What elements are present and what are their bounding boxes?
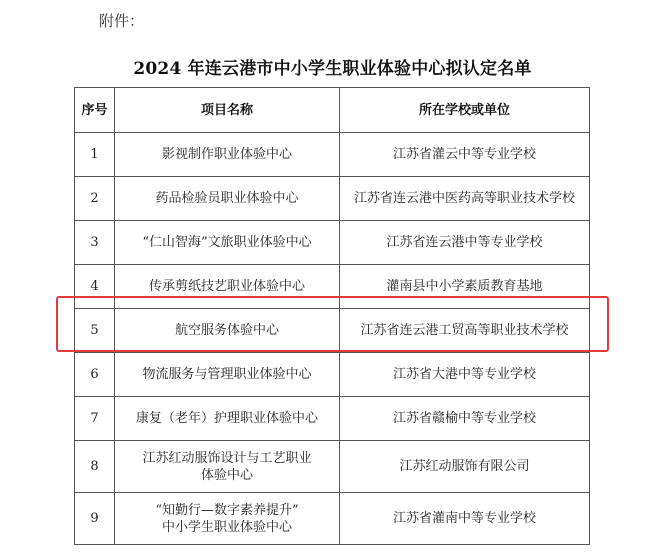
table-header-row — [75, 88, 590, 133]
cell-serial-no: 7 — [75, 397, 115, 441]
table-row — [75, 177, 590, 221]
cell-project-name: 影视制作职业体验中心 — [115, 133, 340, 177]
header-serial-no: 序号 — [75, 88, 115, 133]
cell-serial-no: 5 — [75, 309, 115, 353]
cell-serial-no: 2 — [75, 177, 115, 221]
table-row-highlighted — [75, 309, 590, 353]
cell-school-or-unit: 江苏省灌云中等专业学校 — [340, 133, 590, 177]
cell-project-name: 物流服务与管理职业体验中心 — [115, 353, 340, 397]
table-row — [75, 353, 590, 397]
table-row — [75, 397, 590, 441]
table-row — [75, 221, 590, 265]
cell-school-or-unit: 灌南县中小学素质教育基地 — [340, 265, 590, 309]
cell-serial-no: 3 — [75, 221, 115, 265]
attachment-label: 附件： — [99, 12, 145, 30]
table-row — [75, 133, 590, 177]
cell-school-or-unit: 江苏省大港中等专业学校 — [340, 353, 590, 397]
header-project-name: 项目名称 — [115, 88, 340, 133]
cell-serial-no: 4 — [75, 265, 115, 309]
cell-project-name-text: “知勤行—数字素养提升” 中小学生职业体验中心 — [155, 502, 299, 535]
cell-project-name — [115, 441, 340, 493]
cell-school-or-unit: 江苏红动服饰有限公司 — [340, 441, 590, 493]
cell-school-or-unit: 江苏省灌南中等专业学校 — [340, 493, 590, 545]
cell-project-name: 药品检验员职业体验中心 — [115, 177, 340, 221]
cell-project-name: 传承剪纸技艺职业体验中心 — [115, 265, 340, 309]
table-row — [75, 441, 590, 493]
cell-project-name: “仁山智海”文旅职业体验中心 — [115, 221, 340, 265]
cell-school-or-unit: 江苏省赣榆中等专业学校 — [340, 397, 590, 441]
cell-project-name — [115, 493, 340, 545]
cell-school-or-unit: 江苏省连云港中等专业学校 — [340, 221, 590, 265]
cell-school-or-unit: 江苏省连云港中医药高等职业技术学校 — [340, 177, 590, 221]
cell-project-name-text: 江苏红动服饰设计与工艺职业 体验中心 — [142, 450, 312, 483]
cell-school-or-unit: 江苏省连云港工贸高等职业技术学校 — [340, 309, 590, 353]
table-row — [75, 265, 590, 309]
document-title: 2024 年连云港市中小学生职业体验中心拟认定名单 — [133, 59, 532, 79]
cell-serial-no: 9 — [75, 493, 115, 545]
cell-serial-no: 8 — [75, 441, 115, 493]
cell-project-name: 航空服务体验中心 — [115, 309, 340, 353]
cell-serial-no: 1 — [75, 133, 115, 177]
table-row — [75, 493, 590, 545]
cell-project-name: 康复（老年）护理职业体验中心 — [115, 397, 340, 441]
roster-table — [74, 87, 590, 545]
cell-serial-no: 6 — [75, 353, 115, 397]
header-school-or-unit: 所在学校或单位 — [340, 88, 590, 133]
